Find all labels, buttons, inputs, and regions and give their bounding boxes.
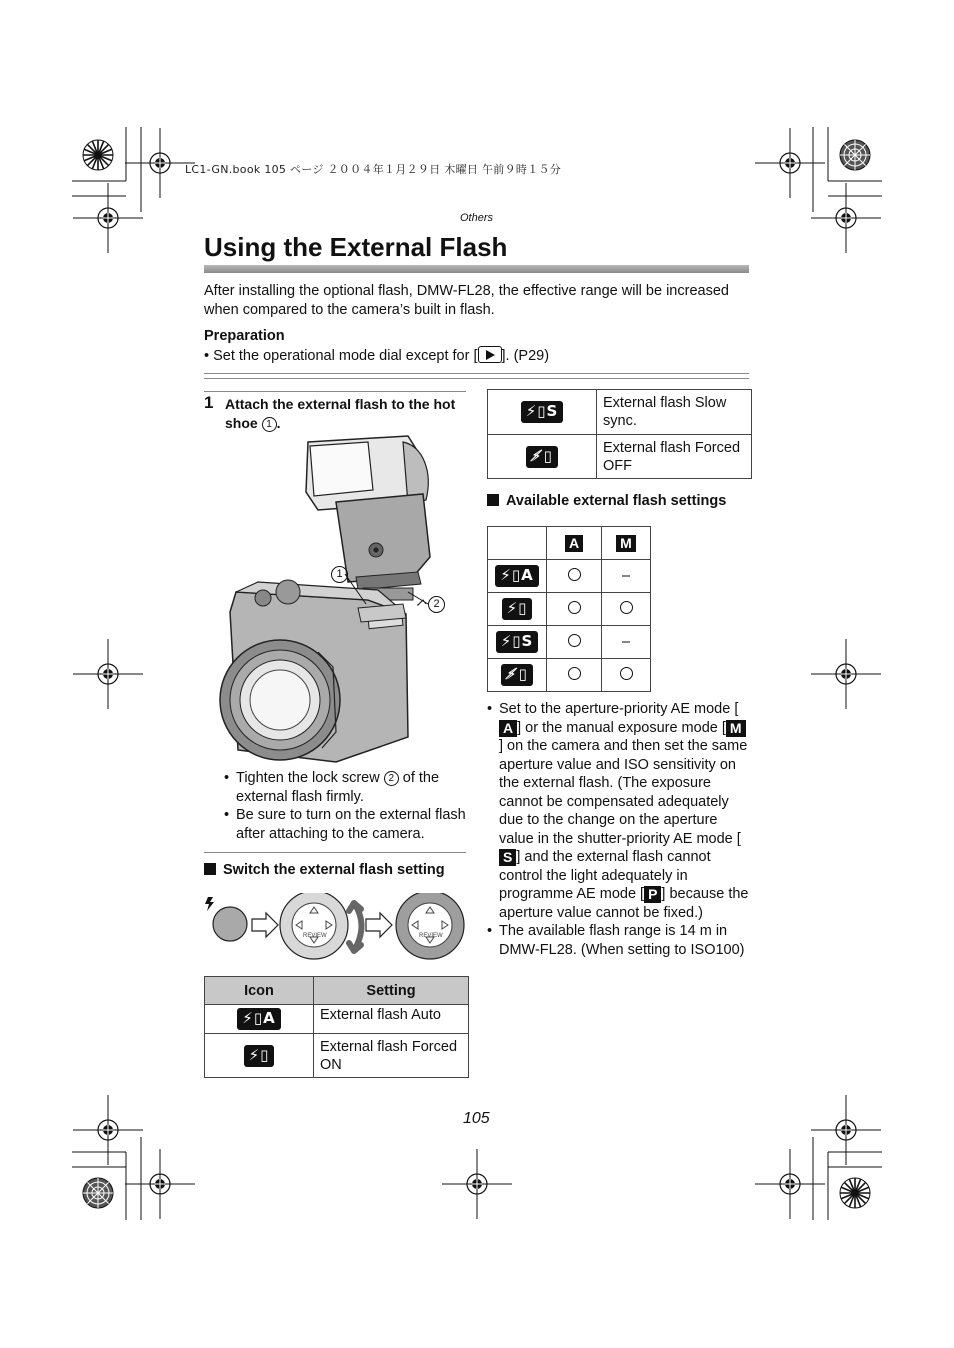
- unavailable-mark: –: [602, 560, 651, 593]
- manual-exposure-icon: M: [726, 720, 746, 737]
- available-settings-table: [487, 526, 651, 692]
- setting-label: External flash Slow sync.: [597, 390, 752, 435]
- preparation-text-before: Set the operational mode dial except for [: [213, 348, 478, 364]
- shutter-priority-icon: S: [499, 849, 516, 866]
- list-item: • Set to the aperture-priority AE mode [A ] or the manual exposure mode [ M] on the camera and then set the same aperture value and ISO sensitivity on the external flash. (The exposure cannot be compensated adequately due to the change on the aperture value in the shutter-priority AE mode [S ] and the external flash cannot control the light adequately in programme AE mode [ P ] because the aperture value cannot be fixed.): [487, 700, 749, 922]
- subsection-divider: [204, 852, 466, 853]
- preparation-text-after: ]. (P29): [501, 348, 550, 364]
- available-settings-heading: Available external flash settings: [487, 493, 726, 509]
- table-row: [205, 1005, 469, 1034]
- manual-exposure-icon: M: [616, 535, 636, 552]
- step-instruction-text: Attach the external flash to the hot shoe: [225, 396, 456, 431]
- illustration-callout-2: 2: [428, 596, 445, 613]
- available-mark: [568, 568, 581, 581]
- unavailable-mark: –: [602, 626, 651, 659]
- mode-dial-icon: [280, 893, 348, 959]
- callout-number: 1: [262, 417, 277, 432]
- programme-ae-icon: P: [644, 886, 661, 903]
- file-info-header: LC1-GN.book 105 ページ ２００４年１月２９日 木曜日 午前９時１５分: [185, 163, 562, 176]
- table-row: [488, 435, 752, 479]
- list-item: • The available flash range is 14 m in DMW-FL28. (When setting to ISO100): [487, 922, 749, 959]
- step-divider: [204, 391, 466, 392]
- preparation-item: • Set the operational mode dial except for [ ]. (P29): [204, 348, 550, 364]
- setting-label: External flash Forced ON: [314, 1034, 469, 1078]
- available-mark: [620, 601, 633, 614]
- aperture-priority-icon: A: [499, 720, 517, 737]
- table-row: [488, 560, 651, 593]
- flash-auto-icon: ⚡▯A: [495, 565, 538, 587]
- setting-label: External flash Auto: [314, 1005, 469, 1034]
- flash-forced-off-icon: ⚡̸▯: [501, 664, 533, 686]
- square-bullet-icon: [204, 863, 216, 875]
- intro-paragraph: After installing the optional flash, DMW-FL28, the effective range will be increased when compared to the camera’s built in flash.: [204, 283, 729, 318]
- dial-review-label: REVIEW: [303, 933, 327, 939]
- setting-label: External flash Forced OFF: [597, 435, 752, 479]
- title-underline-bar: [204, 265, 749, 273]
- flash-auto-icon: ⚡▯A: [237, 1008, 280, 1030]
- step-number: 1: [204, 393, 214, 412]
- aperture-priority-icon: A: [565, 535, 583, 552]
- table-header-row: [205, 977, 469, 1005]
- available-mark: [568, 634, 581, 647]
- flash-slow-sync-icon: ⚡▯S: [521, 401, 564, 423]
- play-mode-icon: [478, 346, 502, 363]
- column-header-icon: Icon: [205, 977, 314, 1005]
- switch-heading: Switch the external flash setting: [204, 862, 445, 878]
- flash-forced-on-icon: ⚡▯: [502, 598, 533, 620]
- square-bullet-icon: [487, 494, 499, 506]
- section-divider: [204, 373, 749, 374]
- table-header-row: [488, 527, 651, 560]
- dial-review-label: REVIEW: [419, 933, 443, 939]
- flash-forced-on-icon: ⚡▯: [244, 1045, 275, 1067]
- flash-button-icon: [205, 897, 247, 941]
- table-row: [488, 593, 651, 626]
- flash-slow-sync-icon: ⚡▯S: [496, 631, 539, 653]
- step-instruction: Attach the external flash to the hot shoe 1 .: [225, 396, 456, 431]
- mode-dial-icon: [396, 893, 464, 959]
- table-row: [488, 659, 651, 692]
- page-title: Using the External Flash: [204, 232, 508, 262]
- page-number: 105: [463, 1110, 490, 1127]
- illustration-callout-1: 1: [331, 566, 348, 583]
- preparation-heading: Preparation: [204, 328, 285, 344]
- table-row: [488, 390, 752, 435]
- callout-number: 2: [384, 771, 399, 786]
- arrow-right-icon: [366, 913, 392, 937]
- camera-flash-illustration: [218, 432, 450, 772]
- list-item: • Be sure to turn on the external flash after attaching to the camera.: [224, 806, 469, 843]
- arrow-right-icon: [252, 913, 278, 937]
- table-row: [488, 626, 651, 659]
- flash-settings-table-continued: [487, 389, 752, 479]
- section-divider: [204, 378, 749, 379]
- table-row: [205, 1034, 469, 1078]
- flash-forced-off-icon: ⚡̸▯: [526, 446, 558, 468]
- column-header-setting: Setting: [314, 977, 469, 1005]
- notes-list: [487, 700, 749, 959]
- attach-tips-list: [224, 769, 469, 843]
- available-mark: [568, 601, 581, 614]
- list-item: • Tighten the lock screw 2 of the external flash firmly.: [224, 769, 469, 806]
- rotate-arrow-icon: [349, 903, 362, 951]
- available-mark: [568, 667, 581, 680]
- section-label: Others: [460, 212, 494, 224]
- flash-settings-table: [204, 976, 469, 1078]
- available-mark: [620, 667, 633, 680]
